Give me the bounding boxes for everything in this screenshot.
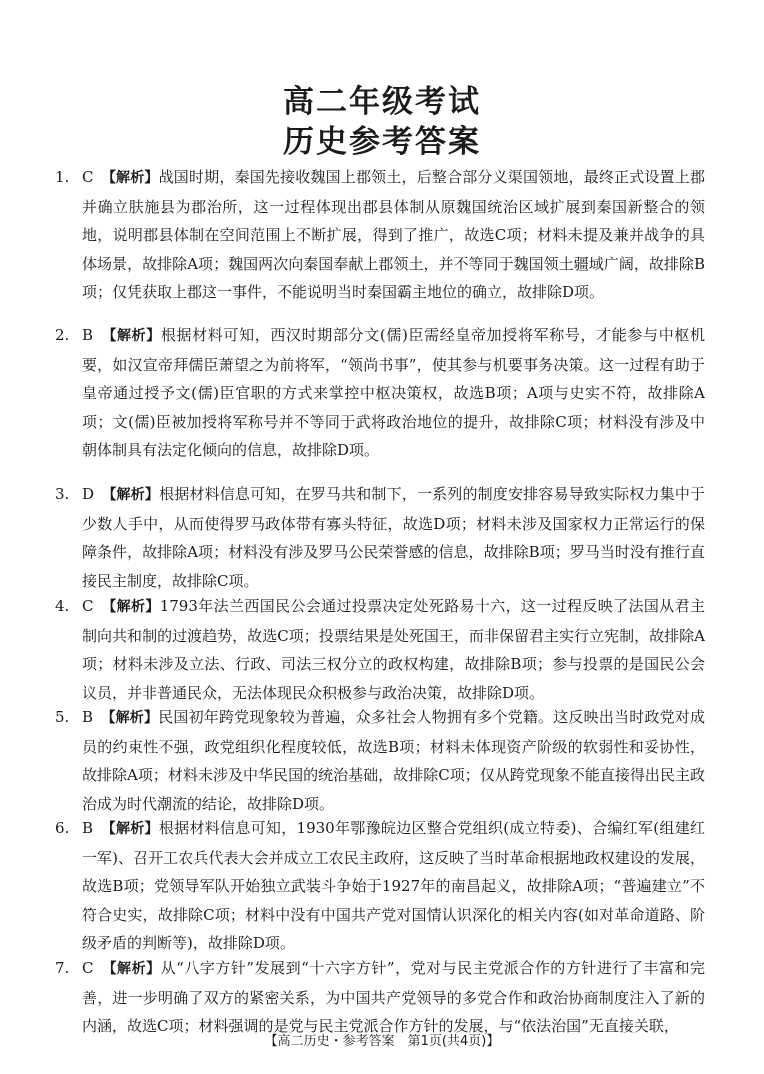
answer-item-3 — [55, 480, 705, 595]
answer-number: 6. — [55, 819, 70, 837]
answer-list — [55, 163, 705, 307]
page-subtitle: 历史参考答案 — [283, 124, 481, 160]
answer-text: 战国时期，秦国先接收魏国上郡领土，后整合部分义渠国领地，最终正式设置上郡并确立肤施县为郡治所，这一过程体现出郡县体制从原魏国统治区域扩展到秦国新整合的领地，说明郡县体制在空间范围上不断扩展，得到了推广，故选C项；材料未提及兼并战争的具体场景，故排除A项；魏国两次向秦国奉献上郡领土，并不等同于魏国领土疆域广阔，故排除B项；仅凭获取上郡这一事件，不能说明当时秦国霸主地位的确立，故排除D项。 — [82, 168, 705, 302]
analysis-tag: 【解析】 — [108, 170, 159, 186]
answer-number: 7. — [55, 959, 70, 977]
answer-number: 1. — [55, 168, 70, 186]
answer-text: 民国初年跨党现象较为普遍，众多社会人物拥有多个党籍。这反映出当时政党对成员的约束性不强，政党组织化程度较低，故选B项；材料未体现资产阶级的软弱性和妥协性，故排除A项；材料未涉及中华民国的统治基础，故排除C项；仅从跨党现象不能直接得出民主政治成为时代潮流的结论，故排除D项。 — [82, 708, 705, 813]
analysis-tag: 【解析】 — [108, 821, 159, 837]
answer-item-5 — [55, 703, 705, 818]
answer-letter: B — [82, 819, 94, 837]
answer-list — [55, 814, 705, 958]
answer-letter: C — [82, 959, 94, 977]
page-title: 高二年级考试 — [283, 84, 481, 120]
analysis-tag: 【解析】 — [109, 961, 161, 977]
answer-letter: D — [82, 485, 95, 503]
answer-list — [55, 954, 705, 1041]
answer-text: 根据材料信息可知，1930年鄂豫皖边区整合党组织(成立特委)、合编红军(组建红一军)、召开工农兵代表大会并成立工农民主政府，这反映了当时革命根据地政权建设的发展，故选B项；党领导军队开始独立武装斗争始于1927年的南昌起义，故排除A项；“普遍建立”不符合史实，故排除C项；材料中没有中国共产党对国情认识深化的相关内容(如对革命道路、阶级矛盾的判断等)，故排除D项。 — [82, 819, 706, 953]
answer-text: 根据材料可知，西汉时期部分文(儒)臣需经皇帝加授将军称号，才能参与中枢机要，如汉宣帝拜儒臣萧望之为前将军，“领尚书事”，使其参与机要事务决策。这一过程有助于皇帝通过授予文(儒)臣官职的方式来掌控中枢决策权，故选B项；A项与史实不符，故排除A项；文(儒)臣被加授将军称号并不等同于武将政治地位的提升，故排除C项；材料没有涉及中朝体制具有法定化倾向的信息，故排除D项。 — [82, 326, 705, 460]
answer-list — [55, 592, 705, 707]
answer-item-4 — [55, 592, 705, 707]
analysis-tag: 【解析】 — [109, 599, 160, 615]
answer-letter: C — [82, 597, 94, 615]
answer-number: 2. — [55, 326, 70, 344]
answer-item-2 — [55, 321, 705, 465]
answer-list — [55, 321, 705, 465]
answer-text: 从“八字方针”发展到“十六字方针”，党对与民主党派合作的方针进行了丰富和完善，进一步明确了双方的紧密关系，为中国共产党领导的多党合作和政治协商制度注入了新的内涵，故选C项；材料强调的是党与民主党派合作方针的发展，与“依法治国”无直接关联， — [82, 959, 705, 1036]
answer-list — [55, 480, 705, 595]
analysis-tag: 【解析】 — [109, 328, 161, 344]
page-footer: 【高二历史・参考答案 第1页(共4页)】 — [264, 1034, 500, 1049]
answer-letter: B — [82, 326, 94, 344]
analysis-tag: 【解析】 — [108, 710, 159, 726]
answer-number: 3. — [55, 485, 70, 503]
answer-list — [55, 703, 705, 818]
analysis-tag: 【解析】 — [109, 487, 160, 503]
answer-item-7 — [55, 954, 705, 1041]
answer-letter: B — [82, 708, 94, 726]
answer-number: 4. — [55, 597, 70, 615]
answer-text: 根据材料信息可知，在罗马共和制下，一系列的制度安排容易导致实际权力集中于少数人手中，从而使得罗马政体带有寡头特征，故选D项；材料未涉及国家权力正常运行的保障条件，故排除A项；材料没有涉及罗马公民荣誉感的信息，故排除B项；罗马当时没有推行直接民主制度，故排除C项。 — [82, 485, 705, 590]
answer-number: 5. — [55, 708, 70, 726]
answer-item-1 — [55, 163, 705, 307]
answer-text: 1793年法兰西国民公会通过投票决定处死路易十六，这一过程反映了法国从君主制向共和制的过渡趋势，故选C项；投票结果是处死国王，而非保留君主实行立宪制，故排除A项；材料未涉及立法、行政、司法三权分立的政权构建，故排除B项；参与投票的是国民公会议员，并非普通民众，无法体现民众积极参与政治决策，故排除D项。 — [82, 597, 705, 702]
answer-letter: C — [82, 168, 94, 186]
answer-item-6 — [55, 814, 705, 958]
